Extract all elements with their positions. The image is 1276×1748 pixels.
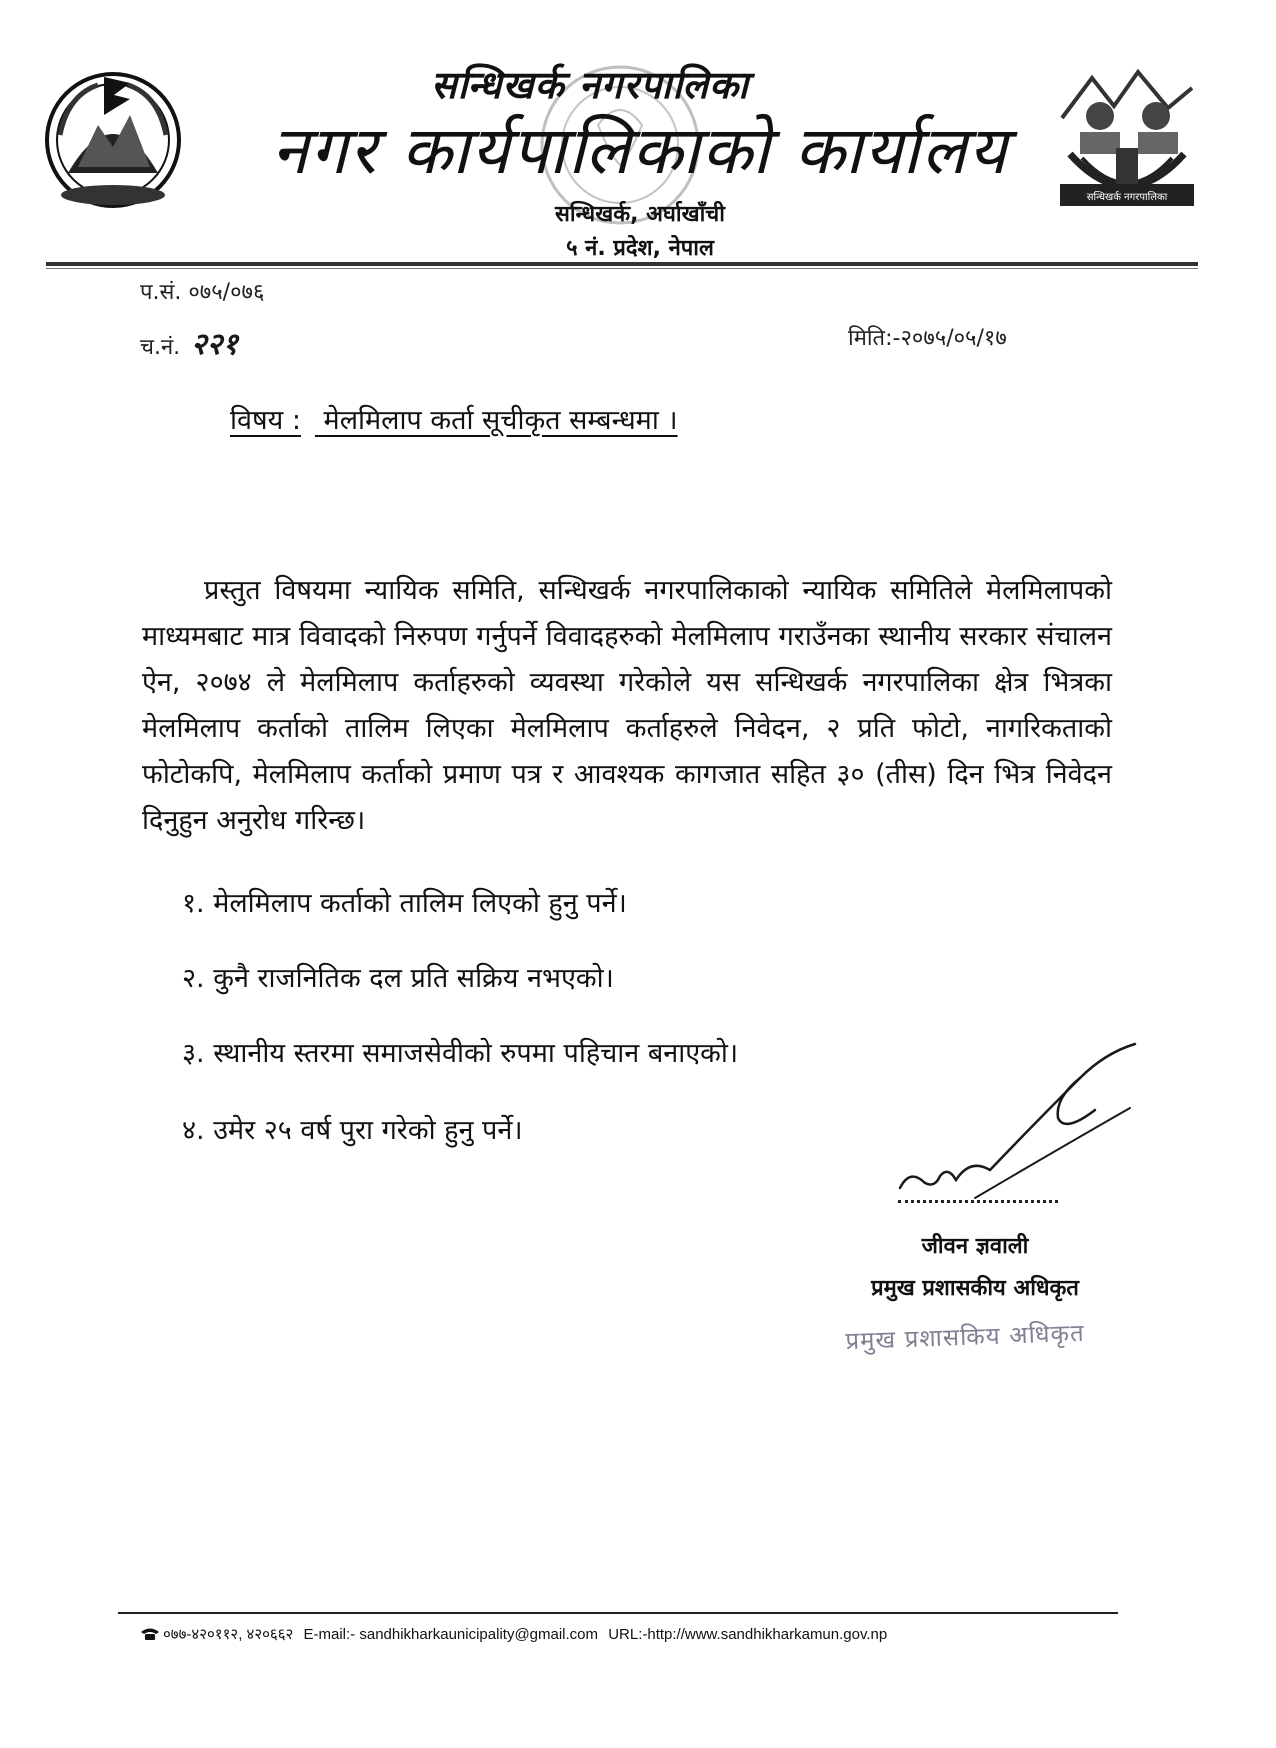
footer-contact — [140, 1624, 1140, 1644]
footer-phone: ०७७-४२०११२, ४२०६६२ — [163, 1626, 294, 1643]
requirement-item: २. कुनै राजनितिक दल प्रति सक्रिय नभएको। — [182, 963, 614, 994]
office-province: ५ नं. प्रदेश, नेपाल — [566, 236, 714, 261]
office-name: नगर कार्यपालिकाको कार्यालय — [271, 112, 1009, 189]
subject-label: विषय : — [230, 405, 301, 436]
signer-title: प्रमुख प्रशासकीय अधिकृत — [871, 1276, 1079, 1301]
requirement-item: ४. उमेर २५ वर्ष पुरा गरेको हुनु पर्ने। — [182, 1115, 523, 1146]
subject-line — [230, 400, 678, 437]
municipality-logo-icon — [1052, 58, 1202, 218]
header-divider — [46, 262, 1198, 266]
dispatch-label: च.नं. — [140, 335, 181, 360]
footer-email: E-mail:- sandhikharkaunicipality@gmail.com — [303, 1626, 599, 1643]
dispatch-number: २२१ — [191, 327, 238, 362]
signer-name: जीवन ज्ञवाली — [921, 1234, 1029, 1259]
telephone-icon — [140, 1627, 160, 1641]
handwritten-signature — [880, 1038, 1140, 1218]
requirement-item: ३. स्थानीय स्तरमा समाजसेवीको रुपमा पहिचान बनाएको। — [182, 1038, 739, 1069]
footer-divider — [118, 1612, 1118, 1614]
requirement-item: १. मेलमिलाप कर्ताको तालिम लिएको हुनु पर्ने। — [182, 888, 627, 919]
subject-text: मेलमिलाप कर्ता सूचीकृत सम्बन्धमा । — [323, 405, 678, 436]
office-location: सन्धिखर्क, अर्घाखाँची — [555, 202, 725, 227]
header-divider-thin — [46, 268, 1198, 269]
municipality-name: सन्धिखर्क नगरपालिका — [430, 63, 749, 107]
nepal-emblem-icon — [38, 55, 188, 215]
body-paragraph: प्रस्तुत विषयमा न्यायिक समिति, सन्धिखर्क नगरपालिकाको न्यायिक समितिले मेलमिलापको माध्यमबाट मात्र विवादको निरुपण गर्नुपर्ने विवादहरुको मेलमिलाप गराउँनका स्थानीय सरकार संचालन ऐन, २०७४ ले मेलमिलाप कर्ताहरुको व्यवस्था गरेकोले यस सन्धिखर्क नगरपालिका क्षेत्र भित्रका मेलमिलाप कर्ताको तालिम लिएका मेलमिलाप कर्ताहरुले निवेदन, २ प्रति फोटो, नागरिकताको फोटोकपि, मेलमिलाप कर्ताको प्रमाण पत्र र आवश्यक कागजात सहित ३० (तीस) दिन भित्र निवेदन दिनुहुन अनुरोध गरिन्छ। — [142, 575, 1112, 836]
signature-line — [898, 1200, 1058, 1203]
logo-banner-text: सन्धिखर्क नगरपालिका — [1086, 192, 1168, 203]
designation-stamp: प्रमुख प्रशासकिय अधिकृत — [844, 1318, 1086, 1356]
letter-date: मिति:-२०७५/०५/१७ — [848, 326, 1007, 351]
dispatch-number-block — [140, 322, 238, 363]
fiscal-year: प.सं. ०७५/०७६ — [140, 280, 265, 305]
footer-url: URL:-http://www.sandhikharkamun.gov.np — [608, 1626, 888, 1643]
